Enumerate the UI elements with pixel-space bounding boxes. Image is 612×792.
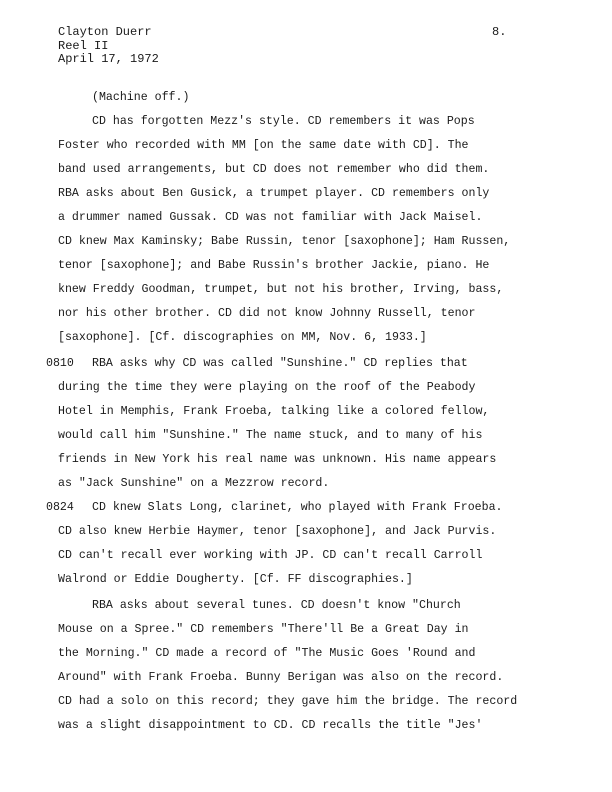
margin-counter-note: 0810 — [46, 357, 74, 370]
margin-counter-note: 0824 — [46, 501, 74, 514]
text-line: nor his other brother. CD did not know Johnny Russell, tenor — [58, 307, 476, 320]
text-line: RBA asks why CD was called "Sunshine." CD replies that — [92, 357, 468, 370]
text-line: CD also knew Herbie Haymer, tenor [saxophone], and Jack Purvis. — [58, 525, 497, 538]
text-line: knew Freddy Goodman, trumpet, but not his brother, Irving, bass, — [58, 283, 504, 296]
text-line: Foster who recorded with MM [on the same date with CD]. The — [58, 139, 469, 152]
text-line: friends in New York his real name was unknown. His name appears — [58, 453, 497, 466]
text-line: during the time they were playing on the roof of the Peabody — [58, 381, 476, 394]
text-line: RBA asks about Ben Gusick, a trumpet player. CD remembers only — [58, 187, 490, 200]
page-number: 8. — [492, 25, 507, 39]
text-line: Hotel in Memphis, Frank Froeba, talking like a colored fellow, — [58, 405, 490, 418]
text-line: Walrond or Eddie Dougherty. [Cf. FF discographies.] — [58, 573, 413, 586]
text-line: tenor [saxophone]; and Babe Russin's brother Jackie, piano. He — [58, 259, 490, 272]
text-line: the Morning." CD made a record of "The Music Goes 'Round and — [58, 647, 476, 660]
text-line: CD can't recall ever working with JP. CD can't recall Carroll — [58, 549, 483, 562]
text-line: CD knew Max Kaminsky; Babe Russin, tenor [saxophone]; Ham Russen, — [58, 235, 511, 248]
text-line: (Machine off.) — [92, 91, 190, 104]
text-line: Around" with Frank Froeba. Bunny Berigan was also on the record. — [58, 671, 504, 684]
interview-date: April 17, 1972 — [58, 52, 159, 66]
text-line: Mouse on a Spree." CD remembers "There'll Be a Great Day in — [58, 623, 469, 636]
text-line: would call him "Sunshine." The name stuck, and to many of his — [58, 429, 483, 442]
interviewee-name: Clayton Duerr — [58, 25, 152, 39]
reel-label: Reel II — [58, 38, 109, 53]
text-line: [saxophone]. [Cf. discographies on MM, Nov. 6, 1933.] — [58, 331, 427, 344]
text-line: as "Jack Sunshine" on a Mezzrow record. — [58, 477, 330, 490]
text-line: CD has forgotten Mezz's style. CD remembers it was Pops — [92, 115, 475, 128]
text-line: a drummer named Gussak. CD was not familiar with Jack Maisel. — [58, 211, 483, 224]
text-line: CD had a solo on this record; they gave him the bridge. The record — [58, 695, 518, 708]
page-header — [58, 26, 159, 67]
text-line: band used arrangements, but CD does not remember who did them. — [58, 163, 490, 176]
text-line: CD knew Slats Long, clarinet, who played with Frank Froeba. — [92, 501, 503, 514]
text-line: was a slight disappointment to CD. CD recalls the title "Jes' — [58, 719, 483, 732]
text-line: RBA asks about several tunes. CD doesn't know "Church — [92, 599, 461, 612]
